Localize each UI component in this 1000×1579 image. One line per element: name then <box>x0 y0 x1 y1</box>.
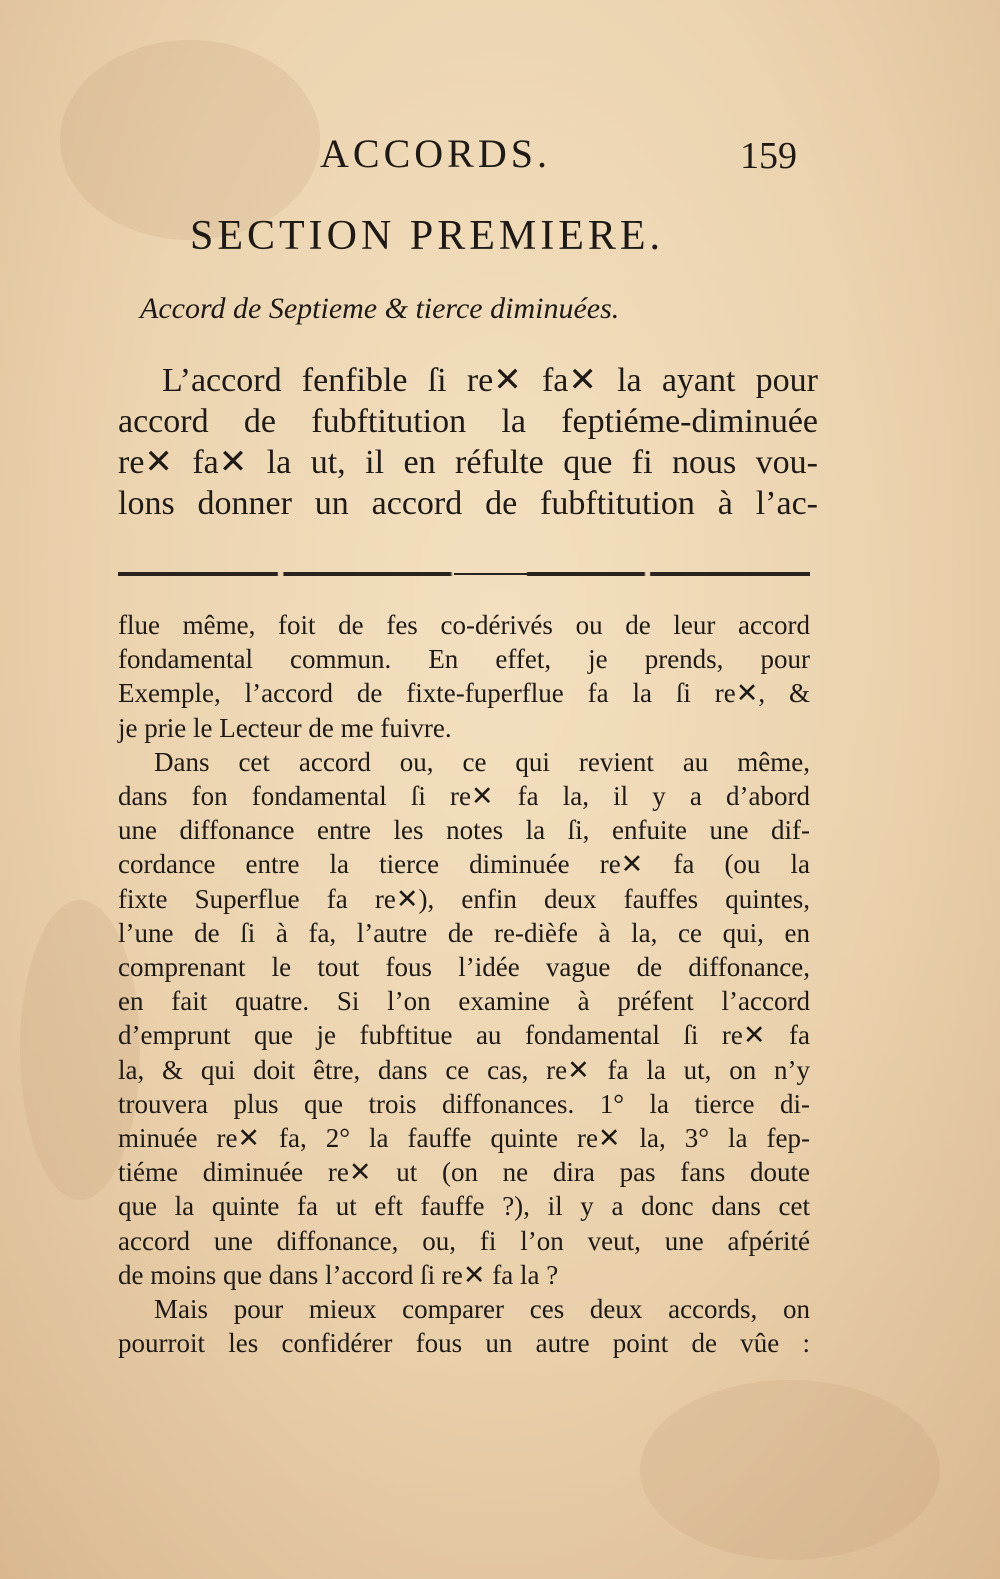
text-line: fixte Superflue fa re✕), enfin deux fauffes quintes, <box>118 883 810 914</box>
text-line: que la quinte fa ut eft fauffe ?), il y a donc dans cet <box>118 1191 810 1222</box>
running-title: ACCORDS. <box>320 131 551 176</box>
text-line: fondamental commun. En effet, je prends, pour <box>118 644 810 675</box>
text-line: je prie le Lecteur de me fuivre. <box>118 712 452 743</box>
text-line: Mais pour mieux comparer ces deux accords, on <box>154 1294 810 1325</box>
text-line: Dans cet accord ou, ce qui revient au même, <box>154 746 810 777</box>
text-line: accord de fubftitution la feptiéme-diminuée <box>118 403 818 440</box>
subheading: Accord de Septieme & tierce diminuées. <box>140 292 620 325</box>
upper-paragraph <box>118 360 818 524</box>
text-line: de moins que dans l’accord ſi re✕ fa la ? <box>118 1259 559 1290</box>
text-line: minuée re✕ fa, 2° la fauffe quinte re✕ la, 3° la fep- <box>118 1123 810 1154</box>
text-line: en fait quatre. Si l’on examine à préfent l’accord <box>118 986 810 1017</box>
text-line: re✕ fa✕ la ut, il en réfulte que fi nous vou- <box>118 444 818 481</box>
text-line: l’une de ſi à fa, l’autre de re-dièfe à la, ce qui, en <box>118 917 810 948</box>
page-divider-mid <box>454 573 532 575</box>
paper-stain <box>640 1380 940 1560</box>
text-line: cordance entre la tierce diminuée re✕ fa (ou la <box>118 849 810 880</box>
text-line: accord une diffonance, ou, fi l’on veut, une afpérité <box>118 1225 810 1256</box>
text-line: pourroit les confidérer fous un autre point de vûe : <box>118 1328 810 1359</box>
text-line: Exemple, l’accord de fixte-fuperflue fa la ſi re✕, & <box>118 678 810 709</box>
lower-paragraph <box>118 608 810 1360</box>
text-line: flue même, foit de fes co-dérivés ou de leur accord <box>118 610 810 640</box>
text-line: lons donner un accord de fubftitution à l’ac- <box>118 485 818 522</box>
running-head <box>300 130 860 190</box>
text-line: dans fon fondamental ſi re✕ fa la, il y a d’abord <box>118 781 810 812</box>
text-line: comprenant le tout fous l’idée vague de diffonance, <box>118 952 810 983</box>
page-number: 159 <box>740 135 797 177</box>
section-title: SECTION PREMIERE. <box>190 213 665 259</box>
text-line: trouvera plus que trois diffonances. 1° la tierce di- <box>118 1088 810 1119</box>
text-line: d’emprunt que je fubftitue au fondamental ſi re✕ fa <box>118 1020 810 1051</box>
text-line: tiéme diminuée re✕ ut (on ne dira pas fans doute <box>118 1157 810 1188</box>
text-line: une diffonance entre les notes la ſi, enfuite une dif- <box>118 815 810 846</box>
text-line: L’accord fenfible ſi re✕ fa✕ la ayant pour <box>162 362 818 399</box>
paper-stain <box>60 40 320 240</box>
text-line: la, & qui doit être, dans ce cas, re✕ fa la ut, on n’y <box>118 1054 810 1085</box>
